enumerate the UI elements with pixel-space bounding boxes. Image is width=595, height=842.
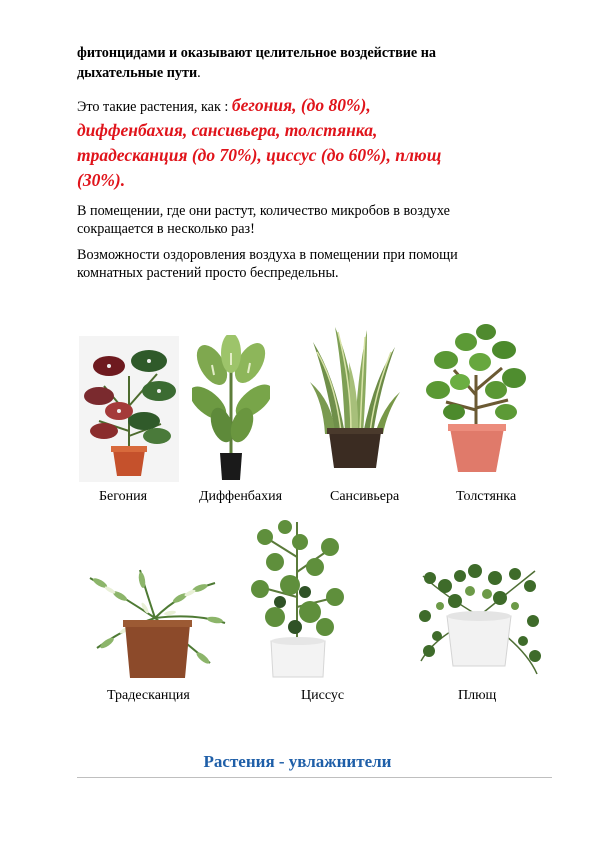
intro-line-1: фитонцидами и оказывают целительное воздействие на (77, 45, 437, 61)
intro-period: . (197, 65, 201, 81)
intro-line-2 (77, 64, 517, 82)
plants-highlight-1: бегония, (до 80%), (231, 95, 371, 115)
para2-line-1: В помещении, где они растут, количество микробов в воздухе (77, 203, 450, 219)
intro-bold-text: дыхательные пути (77, 65, 198, 81)
tradescantia-image (85, 568, 230, 680)
section-heading: Растения - увлажнители (203, 752, 392, 771)
para3-line-1: Возможности оздоровления воздуха в помещении при помощи (77, 247, 458, 263)
caption-dieffenbachia: Диффенбахия (199, 489, 283, 504)
begonia-image (79, 336, 179, 482)
caption-sansevieria: Сансивьера (330, 489, 400, 504)
plants-list-line-1 (77, 93, 517, 120)
caption-ivy: Плющ (458, 688, 497, 703)
crassula-image (424, 320, 529, 477)
caption-cissus: Циссус (301, 688, 345, 703)
dieffenbachia-image (192, 335, 270, 481)
para2-line-2: сокращается в несколько раз! (77, 221, 255, 237)
caption-tradescantia: Традесканция (107, 688, 190, 703)
ivy-image (415, 556, 543, 680)
plants-highlight-2: диффенбахия, сансивьера, толстянка, (77, 120, 378, 140)
plants-intro-text: Это такие растения, как : (77, 99, 232, 115)
sansevieria-image (305, 322, 405, 472)
cissus-image (245, 517, 350, 681)
plants-highlight-4: (30%). (77, 170, 126, 190)
para3-line-2: комнатных растений просто беспредельны. (77, 265, 339, 281)
plants-highlight-3: традесканция (до 70%), циссус (до 60%), плющ (77, 145, 442, 165)
caption-crassula: Толстянка (456, 489, 517, 504)
heading-underline (77, 777, 552, 778)
caption-begonia: Бегония (99, 489, 148, 504)
